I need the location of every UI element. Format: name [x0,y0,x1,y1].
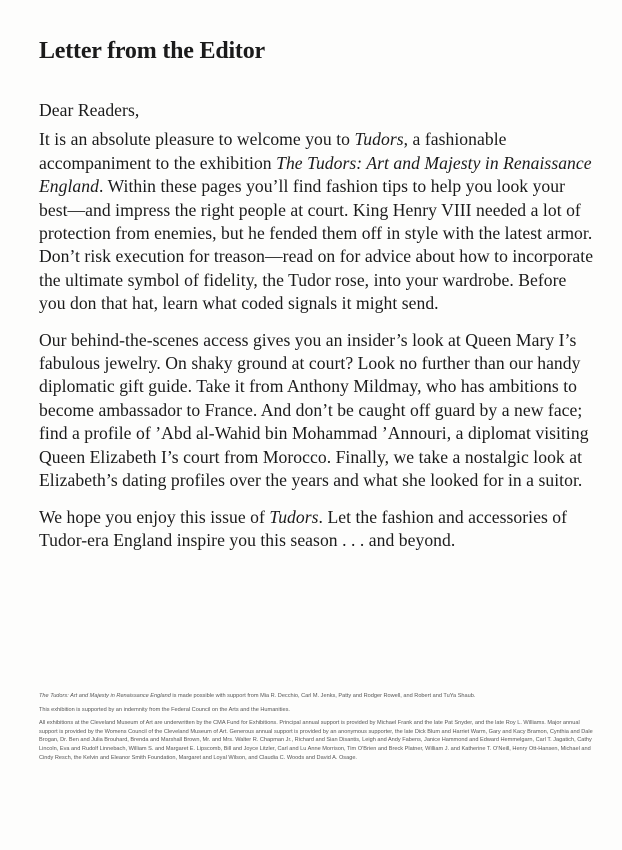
credit-line-1 [39,692,595,701]
credit-1-text: is made possible with support from Mia R. Decchio, Carl M. Jenks, Patty and Rodger Rowell, and Robert and TuYa Shaub. [170,693,476,699]
exhibition-title: The Tudors: Art and Majesty in Renaissance England [39,152,592,197]
p3-text-c: . Let the fashion and accessories of Tudor-era England inspire you this season . . . and beyond. [39,506,568,550]
salutation: Dear Readers, [39,100,140,120]
p1-text-e: . Within these pages you’ll find fashion tips to help you look your best—and impress the right people at court. King Henry VIII needed a lot of protection from enemies, but he fended them off in style with the latest armor. Don’t risk execution for treason—read on for advice about how to incorporate the ultimate symbol of fidelity, the Tudor rose, into your wardrobe. Before you don that hat, learn what coded signals it might send. [39,176,594,314]
letter-page [39,36,595,565]
credit-line-2: This exhibition is supported by an indemnity from the Federal Council on the Arts and the Humanities. [39,706,290,713]
credit-line-3: All exhibitions at the Cleveland Museum of Art are underwritten by the CMA Fund for Exhibitions. Principal annual support is provided by Michael Frank and the late Pat Snyder, and the late Roy L. Williams. Major annual support is provided by the Womens Council of the Cleveland Museum of Art. Generous annual support is provided by an anonymous supporter, the late Dick Blum and Harriet Warm, Gary and Kacy Bramon, Cynthia and Dale Brogan, Dr. Ben and Julia Brouhard, Brenda and Marshall Brown, Mr. and Mrs. Walter R. Chapman Jr., Richard and Sian Disantis, Leigh and Andy Fabens, Janice Hammond and Edward Hemmelgarn, Carl T. Jagatich, Cathy Lincoln, Eva and Rudolf Linnebach, William S. and Margaret E. Lipscomb, Bill and Joyce Litzler, Carl and Lu Anne Morrison, Tim O’Brien and Breck Platner, William J. and Katherine T. O’Neill, Henry Ott-Hansen, Michael and Cindy Resch, the Kelvin and Eleanor Smith Foundation, Margaret and Loyal Wilson, and Claudia C. Woods and David A. Osage. [39,720,593,761]
page-title: Letter from the Editor [39,38,265,64]
letter-body [39,99,595,552]
paragraph-1 [39,128,595,315]
p3-text-a: We hope you enjoy this issue of [39,506,270,527]
p1-text-c: , a fashionable accompaniment to the exhibition [39,129,507,173]
magazine-title-2: Tudors [269,506,319,527]
paragraph-3 [39,506,595,553]
paragraph-2: Our behind-the-scenes access gives you an insider’s look at Queen Mary I’s fabulous jewelry. On shaky ground at court? Look no further than our handy diplomatic gift guide. Take it from Anthony Mildmay, who has ambitions to become ambassador to France. And don’t be caught off guard by a new face; find a profile of ’Abd al-Wahid bin Mohammad ’Annouri, a diplomat visiting Queen Elizabeth I’s court from Morocco. Finally, we take a nostalgic look at Elizabeth’s dating profiles over the years and what she looked for in a suitor. [39,329,589,491]
p1-text-a: It is an absolute pleasure to welcome you to [39,129,355,150]
magazine-title: Tudors [354,129,404,150]
credits-fine-print [39,692,595,767]
credit-exhibition-title: The Tudors: Art and Majesty in Renaissance England [39,693,171,699]
